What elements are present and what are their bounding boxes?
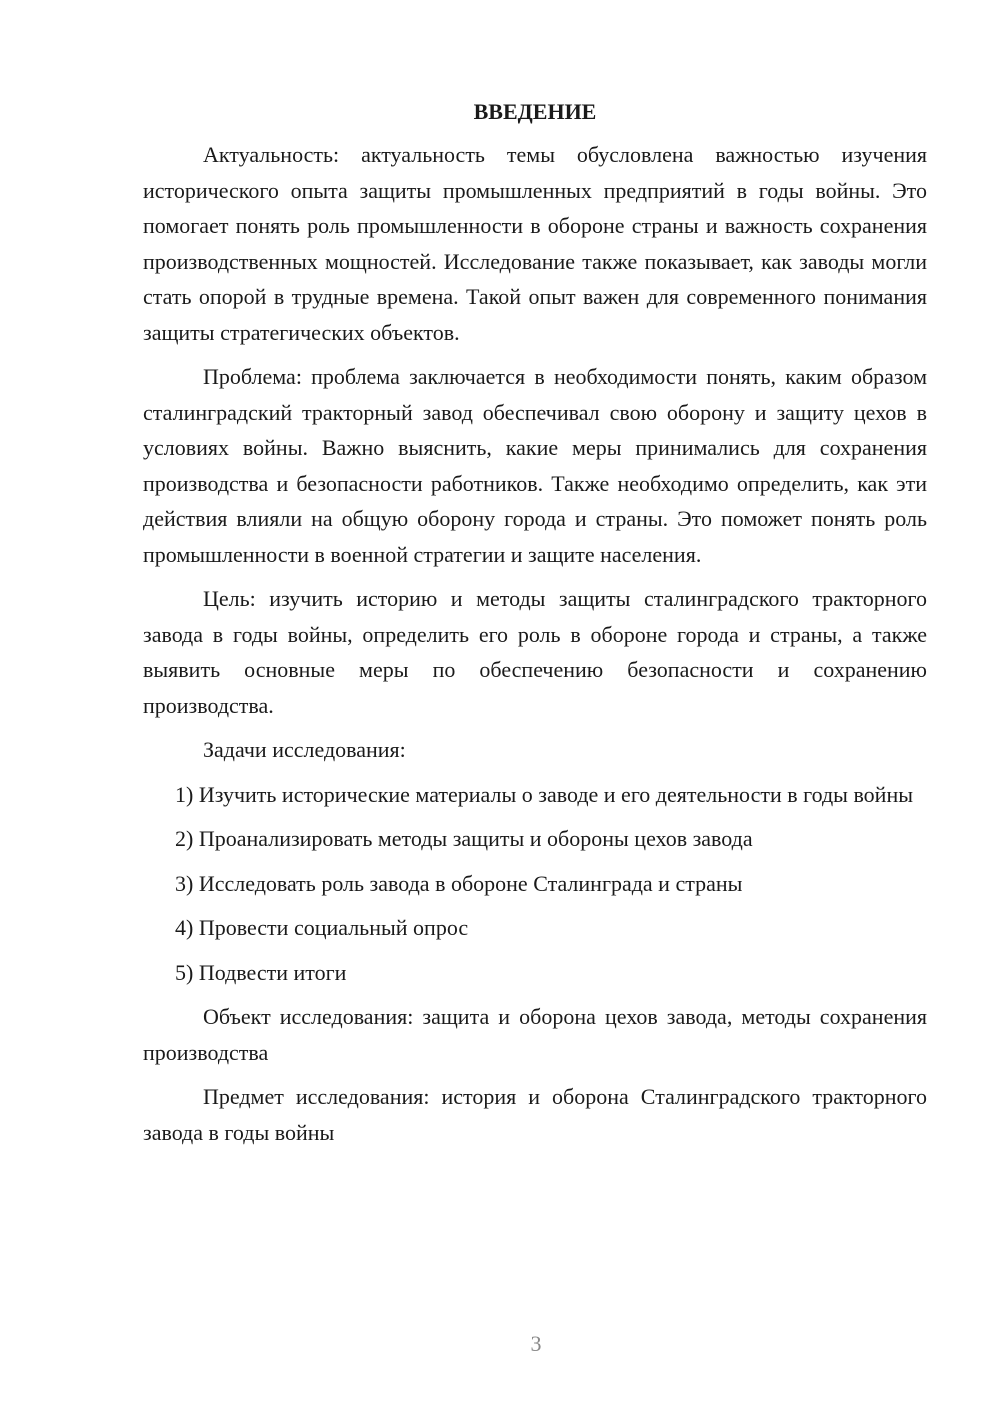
problem-paragraph: Проблема: проблема заключается в необходимости понять, каким образом сталинградский тракторный завод обеспечивал свою оборону и защиту цехов в условиях войны. Важно выяснить, какие меры принимались для сохранения производства и безопасности работников. Также необходимо определить, как эти действия влияли на общую оборону города и страны. Это поможет понять роль промышленности в военной стратегии и защите населения. [143, 364, 927, 567]
task-item-4: 4) Провести социальный опрос [175, 915, 469, 940]
relevance-paragraph: Актуальность: актуальность темы обусловлена важностью изучения исторического опыта защиты промышленных предприятий в годы войны. Это помогает понять роль промышленности в обороне страны и важность сохранения производственных мощностей. Исследование также показывает, как заводы могли стать опорой в трудные времена. Такой опыт важен для современного понимания защиты стратегических объектов. [143, 142, 927, 345]
task-item-3: 3) Исследовать роль завода в обороне Сталинграда и страны [175, 870, 743, 896]
page-title: ВВЕДЕНИЕ [473, 99, 597, 124]
task-item-2: 2) Проанализировать методы защиты и обороны цехов завода [175, 826, 753, 851]
document-page [143, 94, 927, 1159]
subject-paragraph: Предмет исследования: история и оборона Сталинградского тракторного завода в годы войны [143, 1084, 927, 1145]
task-item-1: 1) Изучить исторические материалы о заводе и его деятельности в годы войны [175, 781, 914, 807]
task-item-5: 5) Подвести итоги [175, 959, 347, 985]
tasks-heading: Задачи исследования: [203, 737, 406, 762]
tasks-list [143, 777, 927, 991]
page-number: 3 [530, 1331, 542, 1356]
goal-paragraph: Цель: изучить историю и методы защиты сталинградского тракторного завода в годы войны, определить его роль в обороне города и страны, а также выявить основные меры по обеспечению безопасности и сохранению производства. [143, 586, 927, 718]
object-paragraph: Объект исследования: защита и оборона цехов завода, методы сохранения производства [143, 1004, 927, 1065]
